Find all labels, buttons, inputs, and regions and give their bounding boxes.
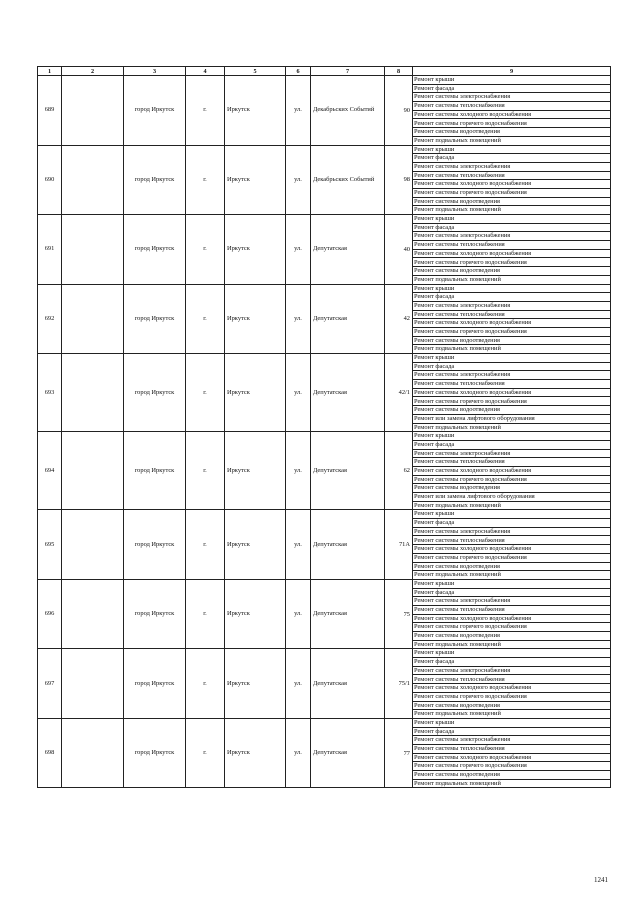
repair-work-item: Ремонт системы электроснабжения <box>413 449 611 458</box>
repair-work-item: Ремонт системы горячего водоснабжения <box>413 553 611 562</box>
repair-work-item: Ремонт системы электроснабжения <box>413 93 611 102</box>
settlement-name: Иркутск <box>225 649 286 719</box>
settlement-name: Иркутск <box>225 284 286 354</box>
repair-work-item: Ремонт подвальных помещений <box>413 571 611 580</box>
repair-work-item: Ремонт системы теплоснабжения <box>413 458 611 467</box>
repair-work-item: Ремонт системы водоотведения <box>413 128 611 137</box>
repair-work-item: Ремонт крыши <box>413 510 611 519</box>
housing-repair-table <box>37 66 611 788</box>
col-header: 6 <box>286 67 311 76</box>
municipality: город Иркутск <box>124 76 186 146</box>
repair-work-item: Ремонт фасада <box>413 362 611 371</box>
repair-work-item: Ремонт подвальных помещений <box>413 710 611 719</box>
street-type: ул. <box>286 649 311 719</box>
repair-work-item: Ремонт крыши <box>413 649 611 658</box>
repair-work-item: Ремонт системы холодного водоснабжения <box>413 614 611 623</box>
repair-work-item: Ремонт системы горячего водоснабжения <box>413 119 611 128</box>
empty-cell <box>62 284 124 354</box>
repair-work-item: Ремонт системы холодного водоснабжения <box>413 110 611 119</box>
repair-work-item: Ремонт подвальных помещений <box>413 640 611 649</box>
street-name: Депутатская <box>311 354 385 432</box>
record-number: 693 <box>38 354 62 432</box>
repair-work-item: Ремонт системы электроснабжения <box>413 597 611 606</box>
settlement-name: Иркутск <box>225 510 286 580</box>
repair-work-item: Ремонт крыши <box>413 76 611 85</box>
repair-work-item: Ремонт системы холодного водоснабжения <box>413 319 611 328</box>
repair-work-item: Ремонт системы водоотведения <box>413 336 611 345</box>
municipality: город Иркутск <box>124 145 186 215</box>
settlement-type: г. <box>186 76 225 146</box>
settlement-name: Иркутск <box>225 354 286 432</box>
empty-cell <box>62 354 124 432</box>
repair-work-item: Ремонт подвальных помещений <box>413 423 611 432</box>
repair-work-item: Ремонт системы водоотведения <box>413 406 611 415</box>
repair-work-item: Ремонт системы холодного водоснабжения <box>413 249 611 258</box>
settlement-type: г. <box>186 649 225 719</box>
empty-cell <box>62 649 124 719</box>
record-number: 698 <box>38 718 62 788</box>
repair-work-item: Ремонт системы электроснабжения <box>413 666 611 675</box>
repair-work-item: Ремонт подвальных помещений <box>413 345 611 354</box>
repair-work-item: Ремонт системы электроснабжения <box>413 162 611 171</box>
repair-work-item: Ремонт системы теплоснабжения <box>413 171 611 180</box>
repair-work-item: Ремонт крыши <box>413 145 611 154</box>
street-type: ул. <box>286 354 311 432</box>
street-type: ул. <box>286 284 311 354</box>
repair-work-item: Ремонт системы холодного водоснабжения <box>413 180 611 189</box>
street-name: Декабрьских Событий <box>311 76 385 146</box>
record-number: 694 <box>38 432 62 510</box>
street-type: ул. <box>286 510 311 580</box>
settlement-name: Иркутск <box>225 145 286 215</box>
empty-cell <box>62 215 124 285</box>
empty-cell <box>62 145 124 215</box>
table-row <box>38 579 611 588</box>
repair-work-item: Ремонт системы холодного водоснабжения <box>413 466 611 475</box>
record-number: 691 <box>38 215 62 285</box>
repair-work-item: Ремонт системы теплоснабжения <box>413 744 611 753</box>
settlement-name: Иркутск <box>225 718 286 788</box>
municipality: город Иркутск <box>124 718 186 788</box>
repair-work-item: Ремонт фасада <box>413 440 611 449</box>
repair-work-item: Ремонт фасада <box>413 519 611 528</box>
street-name: Депутатская <box>311 510 385 580</box>
repair-work-item: Ремонт системы горячего водоснабжения <box>413 397 611 406</box>
table-row <box>38 215 611 224</box>
house-number: 90 <box>385 76 413 146</box>
repair-work-item: Ремонт фасада <box>413 658 611 667</box>
repair-work-item: Ремонт фасада <box>413 223 611 232</box>
house-number: 40 <box>385 215 413 285</box>
repair-work-item: Ремонт системы электроснабжения <box>413 232 611 241</box>
col-header: 8 <box>385 67 413 76</box>
repair-work-item: Ремонт системы водоотведения <box>413 771 611 780</box>
repair-work-item: Ремонт системы теплоснабжения <box>413 675 611 684</box>
settlement-type: г. <box>186 718 225 788</box>
table-row <box>38 649 611 658</box>
repair-work-item: Ремонт подвальных помещений <box>413 779 611 788</box>
repair-work-item: Ремонт фасада <box>413 154 611 163</box>
col-header: 7 <box>311 67 385 76</box>
municipality: город Иркутск <box>124 215 186 285</box>
house-number: 42/1 <box>385 354 413 432</box>
street-name: Депутатская <box>311 649 385 719</box>
column-number-row <box>38 67 611 76</box>
table-row <box>38 510 611 519</box>
settlement-type: г. <box>186 432 225 510</box>
municipality: город Иркутск <box>124 510 186 580</box>
house-number: 42 <box>385 284 413 354</box>
col-header: 3 <box>124 67 186 76</box>
repair-work-item: Ремонт системы электроснабжения <box>413 301 611 310</box>
settlement-name: Иркутск <box>225 579 286 649</box>
table-row <box>38 284 611 293</box>
settlement-type: г. <box>186 215 225 285</box>
repair-work-item: Ремонт системы горячего водоснабжения <box>413 762 611 771</box>
repair-work-item: Ремонт фасада <box>413 727 611 736</box>
repair-work-item: Ремонт системы теплоснабжения <box>413 536 611 545</box>
settlement-type: г. <box>186 510 225 580</box>
street-type: ул. <box>286 215 311 285</box>
repair-work-item: Ремонт системы горячего водоснабжения <box>413 623 611 632</box>
house-number: 75 <box>385 579 413 649</box>
page-number: 1241 <box>594 876 608 884</box>
settlement-name: Иркутск <box>225 76 286 146</box>
settlement-name: Иркутск <box>225 432 286 510</box>
house-number: 98 <box>385 145 413 215</box>
house-number: 62 <box>385 432 413 510</box>
record-number: 692 <box>38 284 62 354</box>
repair-work-item: Ремонт подвальных помещений <box>413 206 611 215</box>
settlement-type: г. <box>186 284 225 354</box>
repair-work-item: Ремонт системы теплоснабжения <box>413 605 611 614</box>
repair-work-item: Ремонт системы холодного водоснабжения <box>413 545 611 554</box>
repair-work-item: Ремонт крыши <box>413 579 611 588</box>
repair-work-item: Ремонт системы водоотведения <box>413 562 611 571</box>
repair-work-item: Ремонт системы горячего водоснабжения <box>413 258 611 267</box>
record-number: 689 <box>38 76 62 146</box>
empty-cell <box>62 579 124 649</box>
record-number: 696 <box>38 579 62 649</box>
repair-work-item: Ремонт системы электроснабжения <box>413 527 611 536</box>
house-number: 75/1 <box>385 649 413 719</box>
repair-work-item: Ремонт крыши <box>413 215 611 224</box>
repair-work-item: Ремонт системы электроснабжения <box>413 736 611 745</box>
col-header: 5 <box>225 67 286 76</box>
col-header: 2 <box>62 67 124 76</box>
empty-cell <box>62 718 124 788</box>
table-body <box>38 76 611 788</box>
repair-work-item: Ремонт системы водоотведения <box>413 632 611 641</box>
repair-work-item: Ремонт крыши <box>413 354 611 363</box>
house-number: 71А <box>385 510 413 580</box>
municipality: город Иркутск <box>124 432 186 510</box>
repair-work-item: Ремонт крыши <box>413 284 611 293</box>
repair-work-item: Ремонт системы горячего водоснабжения <box>413 475 611 484</box>
repair-work-item: Ремонт системы холодного водоснабжения <box>413 684 611 693</box>
table-row <box>38 432 611 441</box>
street-type: ул. <box>286 76 311 146</box>
house-number: 77 <box>385 718 413 788</box>
record-number: 690 <box>38 145 62 215</box>
repair-work-item: Ремонт системы горячего водоснабжения <box>413 692 611 701</box>
repair-work-item: Ремонт системы холодного водоснабжения <box>413 753 611 762</box>
settlement-type: г. <box>186 145 225 215</box>
street-name: Декабрьских Событий <box>311 145 385 215</box>
settlement-type: г. <box>186 579 225 649</box>
repair-work-item: Ремонт системы водоотведения <box>413 701 611 710</box>
repair-work-item: Ремонт или замена лифтового оборудования <box>413 414 611 423</box>
street-name: Депутатская <box>311 579 385 649</box>
record-number: 695 <box>38 510 62 580</box>
table-row <box>38 145 611 154</box>
street-type: ул. <box>286 145 311 215</box>
table-row <box>38 354 611 363</box>
repair-work-item: Ремонт системы горячего водоснабжения <box>413 188 611 197</box>
municipality: город Иркутск <box>124 284 186 354</box>
repair-work-item: Ремонт системы водоотведения <box>413 484 611 493</box>
municipality: город Иркутск <box>124 579 186 649</box>
repair-work-item: Ремонт системы теплоснабжения <box>413 310 611 319</box>
settlement-name: Иркутск <box>225 215 286 285</box>
municipality: город Иркутск <box>124 354 186 432</box>
empty-cell <box>62 432 124 510</box>
table-row <box>38 718 611 727</box>
street-name: Депутатская <box>311 718 385 788</box>
settlement-type: г. <box>186 354 225 432</box>
street-name: Депутатская <box>311 432 385 510</box>
repair-work-item: Ремонт крыши <box>413 718 611 727</box>
repair-work-item: Ремонт крыши <box>413 432 611 441</box>
repair-work-item: Ремонт подвальных помещений <box>413 275 611 284</box>
repair-work-item: Ремонт подвальных помещений <box>413 136 611 145</box>
col-header: 1 <box>38 67 62 76</box>
repair-work-item: Ремонт системы водоотведения <box>413 267 611 276</box>
street-name: Депутатская <box>311 215 385 285</box>
record-number: 697 <box>38 649 62 719</box>
street-type: ул. <box>286 718 311 788</box>
repair-work-item: Ремонт фасада <box>413 84 611 93</box>
repair-work-item: Ремонт фасада <box>413 293 611 302</box>
repair-work-item: Ремонт подвальных помещений <box>413 501 611 510</box>
col-header: 4 <box>186 67 225 76</box>
repair-work-item: Ремонт фасада <box>413 588 611 597</box>
repair-work-item: Ремонт системы электроснабжения <box>413 371 611 380</box>
street-type: ул. <box>286 432 311 510</box>
repair-work-item: Ремонт системы теплоснабжения <box>413 102 611 111</box>
street-name: Депутатская <box>311 284 385 354</box>
repair-work-item: Ремонт или замена лифтового оборудования <box>413 493 611 502</box>
municipality: город Иркутск <box>124 649 186 719</box>
table-row <box>38 76 611 85</box>
repair-work-item: Ремонт системы холодного водоснабжения <box>413 388 611 397</box>
repair-work-item: Ремонт системы горячего водоснабжения <box>413 327 611 336</box>
repair-work-item: Ремонт системы теплоснабжения <box>413 241 611 250</box>
empty-cell <box>62 510 124 580</box>
empty-cell <box>62 76 124 146</box>
street-type: ул. <box>286 579 311 649</box>
repair-work-item: Ремонт системы теплоснабжения <box>413 380 611 389</box>
repair-work-item: Ремонт системы водоотведения <box>413 197 611 206</box>
col-header: 9 <box>413 67 611 76</box>
